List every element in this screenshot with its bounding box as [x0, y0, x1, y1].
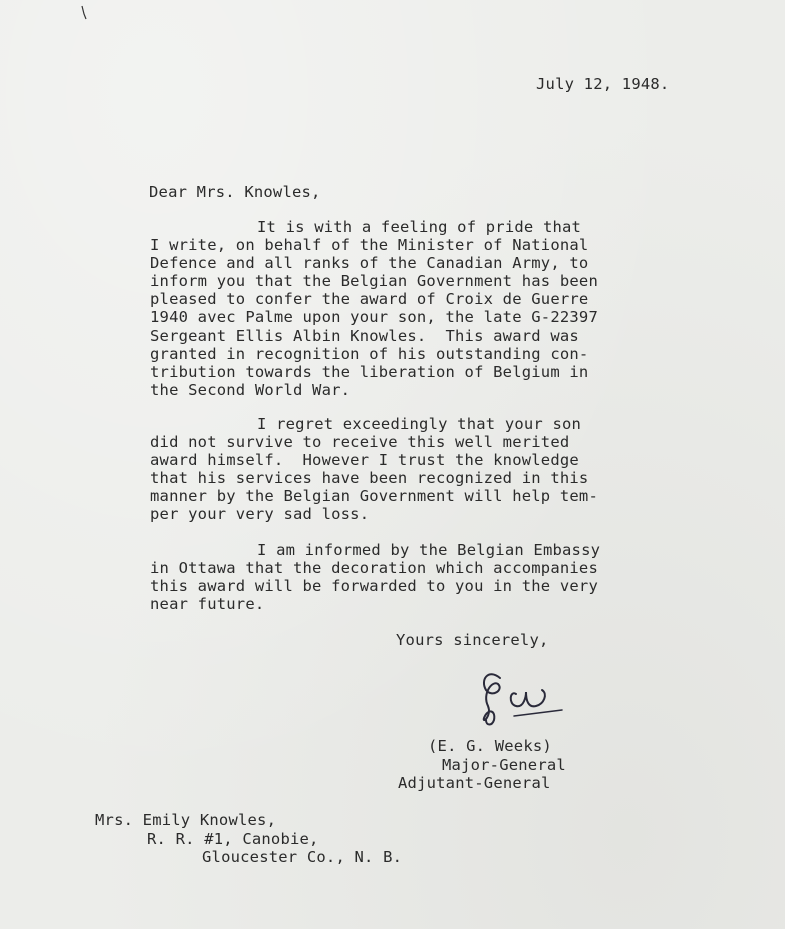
signatory-title: Adjutant-General [398, 774, 551, 792]
paragraph-line: manner by the Belgian Government will help tem- [150, 487, 598, 506]
signatory-rank: Major-General [442, 755, 566, 774]
paragraph-3 [150, 541, 600, 613]
paragraph-line: the Second World War. [150, 380, 351, 399]
paragraph-line: in Ottawa that the decoration which accompanies [150, 559, 598, 578]
paragraph-line: Defence and all ranks of the Canadian Army, to [150, 254, 589, 273]
paragraph-line: inform you that the Belgian Government has been [150, 272, 598, 291]
salutation: Dear Mrs. Knowles, [149, 183, 321, 201]
paragraph-line: did not survive to receive this well merited [150, 433, 570, 452]
closing: Yours sincerely, [396, 631, 549, 649]
paragraph-line: granted in recognition of his outstanding con- [150, 344, 589, 363]
paragraph-line: pleased to confer the award of Croix de Guerre [150, 290, 589, 309]
paragraph-line: It is with a feeling of pride that [257, 218, 582, 236]
recipient-address [95, 811, 402, 867]
paragraph-2 [150, 415, 598, 524]
paragraph-line: 1940 avec Palme upon your son, the late G-22397 [150, 308, 598, 327]
paragraph-1 [150, 218, 598, 399]
paragraph-line: award himself. However I trust the knowledge [150, 451, 579, 470]
letter-date: July 12, 1948. [536, 75, 670, 93]
paragraph-line: Sergeant Ellis Albin Knowles. This award was [150, 326, 579, 345]
signature-block [398, 737, 566, 793]
paragraph-line: near future. [150, 595, 265, 614]
address-line: Gloucester Co., N. B. [202, 848, 403, 866]
paragraph-line: per your very sad loss. [150, 505, 370, 524]
paragraph-line: this award will be forwarded to you in the very [150, 577, 598, 596]
address-line: Mrs. Emily Knowles, [95, 811, 277, 829]
paragraph-line: tribution towards the liberation of Belgium in [150, 362, 589, 381]
corner-mark [80, 5, 88, 21]
paragraph-line: I write, on behalf of the Minister of National [150, 236, 589, 255]
paragraph-line: I regret exceedingly that your son [257, 415, 582, 433]
paragraph-line: I am informed by the Belgian Embassy [257, 541, 601, 559]
address-line: R. R. #1, Canobie, [147, 829, 319, 848]
handwritten-signature [470, 660, 580, 730]
paragraph-line: that his services have been recognized in this [150, 469, 589, 488]
signatory-name: (E. G. Weeks) [428, 737, 552, 755]
